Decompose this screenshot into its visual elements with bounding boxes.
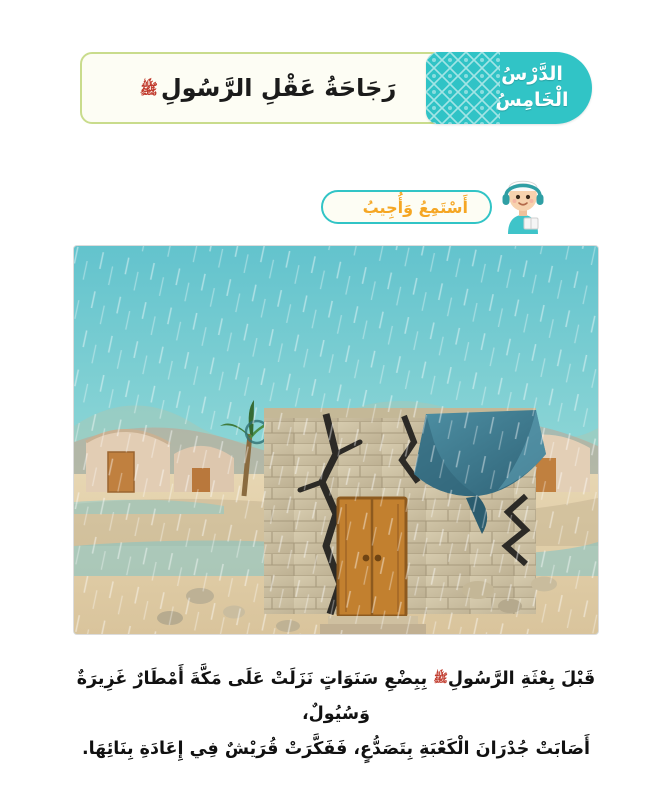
salla-symbol-icon: ﷺ [139,80,158,98]
lesson-badge-line1: الدَّرْسُ [501,63,563,86]
paragraph-line-1b: بِبِضْعِ سَنَوَاتٍ نَزَلَتْ عَلَى مَكَّةَ أَمْطَارٌ غَزِيرَةٌ وَسُيُولٌ، [76,669,428,724]
paragraph-line-1 [72,662,600,732]
page-title [140,74,397,102]
kaaba-rebuilding-rain-scene [74,246,598,634]
paragraph-line-2: أَصَابَتْ جُدْرَانَ الْكَعْبَةِ بِتَصَدُّعٍ، فَفَكَّرَتْ قُرَيْشٌ فِي إِعَادَةِ بِنَائِهَا. [81,739,591,759]
lesson-illustration [74,246,598,634]
lesson-badge-line2: الْخَامِسُ [495,89,569,111]
lesson-badge-text [486,62,592,113]
paragraph-line-1a: قَبْلَ بِعْثَةِ الرَّسُولِ [447,669,596,689]
salla-symbol-icon: ﷺ [433,671,448,685]
listen-and-answer-label [321,190,492,224]
lesson-title-box [80,52,444,124]
page-title-text: رَجَاحَةُ عَقْلِ الرَّسُولِ [160,74,397,102]
lesson-number-badge [426,52,592,124]
boy-with-headphones-avatar [494,170,552,234]
activity-label-text: أَسْتَمِعُ وَأُجِيبُ [362,197,468,217]
lesson-header [80,52,592,124]
activity-strip [80,182,592,234]
lesson-paragraph [72,662,600,767]
